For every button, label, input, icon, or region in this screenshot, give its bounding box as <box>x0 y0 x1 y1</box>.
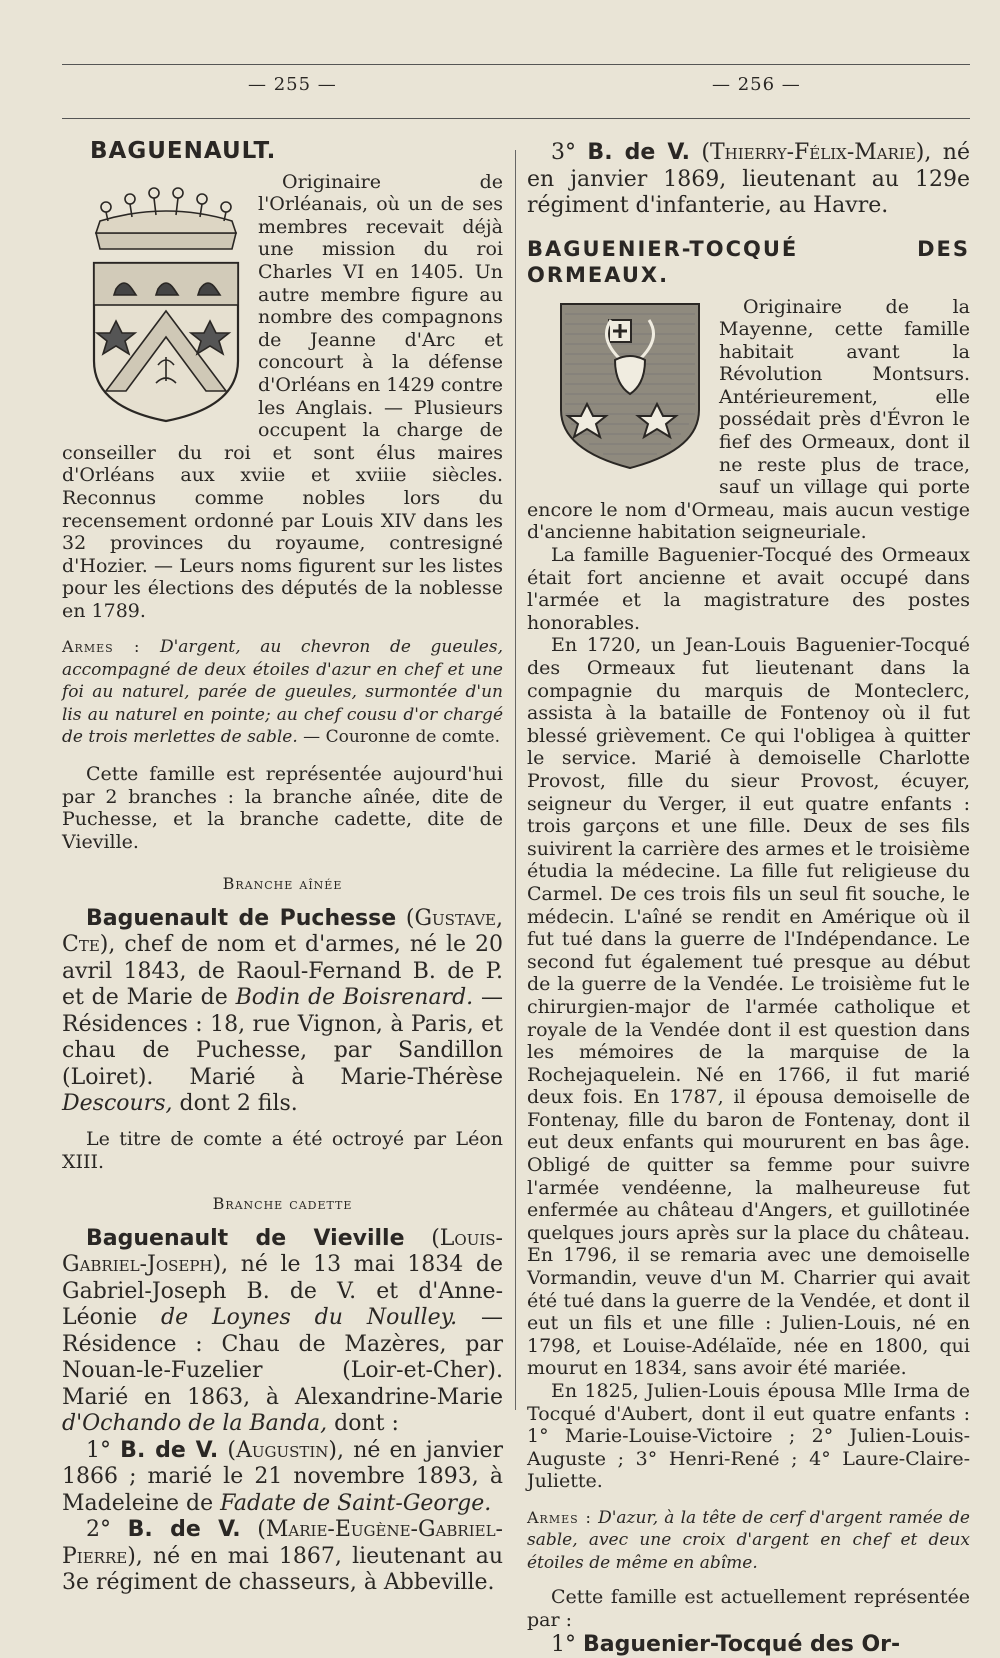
child2-text: né en mai 1867, lieutenant au 3e régiment de chasseurs, à Abbeville. <box>62 1543 503 1596</box>
vieville-text3: dont : <box>334 1411 399 1437</box>
puchesse-text2: — Résidences : 18, rue Vignon, à Paris, et chau de Puchesse, par Sandillon (Loiret). Marié à Marie-Thérèse <box>62 985 503 1090</box>
branch-heading-younger: Branche cadette <box>212 1194 353 1214</box>
left-column <box>62 140 503 1597</box>
puchesse-text3: dont 2 fils. <box>179 1091 298 1117</box>
baguenier-para2: En 1720, un Jean-Louis Baguenier-Tocqué des Ormeaux fut lieutenant dans la compagnie du marquis de Monteclerc, assista à la bataille de Fontenoy où il fut blessé grièvement. Ce qui l'obligea à quitter le service. Marié à demoiselle Charlotte Provost, fille du sieur Provost, écuyer, seigneur du Verger, il eut quatre enfants : trois garçons et une fille. Deux de ses fils suivirent la carrière des armes et le troisième étudia la médecine. La fille fut religieuse du Carmel. De ces trois fils un seul fit souche, le médecin. L'aîné se rendit en Amérique où il fut tué dans la guerre de l'Indépendance. Le second fut également tué presque au début de la guerre de la Vendée. Le troisième fut le chirurgien-major de l'armée catholique et royale de la Vendée dont il est question dans les mémoires de la marquise de la Rochejaquelein. Né en 1766, il fut marié deux fois. En 1787, il épousa demoiselle de Fontenay, fille du baron de Fontenay, dont il eut deux enfants qui moururent en bas âge. Obligé de quitter sa femme pour suivre l'armée vendéenne, la malheureuse fut enfermée au château d'Angers, et guillotinée quelques jours après sur la place du château. En 1796, il se remaria avec une demoiselle Vormandin, veuve d'un M. Charrier qui avait été tué dans la guerre de la Vendée, et dont il eut un fils et une fille : Julien-Louis, né en 1798, et Louise-Adélaïde, née en 1800, qui mourut en 1834, sans avoir été mariée. <box>527 634 970 1380</box>
right-column <box>527 140 970 1658</box>
header-rule <box>62 118 970 119</box>
puchesse-name: Baguenault de Puchesse <box>86 905 397 931</box>
arms-crown: — Couronne de comte. <box>303 727 501 748</box>
last-name: Baguenier-Tocqué des Or- <box>583 1631 901 1657</box>
arms-label-right: Armes : <box>527 1507 592 1527</box>
vieville-text: né le 13 mai 1834 de Gabriel-Joseph B. de V. et d'Anne-Léonie <box>62 1252 503 1331</box>
vieville-mother: de Loynes du Noulley. <box>161 1305 458 1331</box>
arms-blazon-right: D'azur, à la tête de cerf d'argent ramée de sable, avec une croix d'argent en chef et deux étoiles de même en abîme. <box>527 1507 970 1573</box>
entry-vieville <box>62 1226 503 1438</box>
child1-name: B. de V. <box>120 1437 219 1463</box>
branch-heading-elder: Branche aînée <box>222 874 343 894</box>
baguenier-represent: Cette famille est actuellement représentée par : <box>527 1586 970 1632</box>
entry-title-baguenier: BAGUENIER-TOCQUÉ DES ORMEAUX. <box>527 236 970 287</box>
baguenault-intro: Originaire de l'Orléanais, où un de ses membres recevait déjà une mission du roi Charles VI en 1405. Un autre membre figure au nombre des compagnons de Jeanne d'Arc et concourt à la défense d'Orléans en 1429 contre les Anglais. — Plusieurs occupent la charge de conseiller du roi et sont élus maires d'Orléans aux xviie et xviiie siècles. Reconnus comme nobles lors du recensement ordonné par Louis XIV dans les 32 provinces du royaume, contresigné d'Hozier. — Leurs noms figurent sur les listes pour les élections des députés de la noblesse en 1789. <box>62 170 503 622</box>
child-entry-1 <box>62 1438 503 1518</box>
entry-puchesse <box>62 906 503 1118</box>
baguenier-para3: En 1825, Julien-Louis épousa Mlle Irma de Tocqué d'Aubert, dont il eut quatre enfants : 1° Marie-Louise-Victoire ; 2° Julien-Louis-Auguste ; 3° Henri-René ; 4° Laure-Claire-Juliette. <box>527 1380 970 1493</box>
child3-num: 3° <box>551 140 576 165</box>
child3-text: né en janvier 1869, lieutenant au 129e régiment d'infanterie, au Havre. <box>527 140 970 218</box>
child3-name: B. de V. <box>587 140 690 165</box>
child2-name: B. de V. <box>127 1517 241 1543</box>
puchesse-wife: Descours, <box>62 1091 173 1117</box>
puchesse-given: (Gustave, Cte), <box>62 905 503 958</box>
page-number-left: — 255 — <box>248 74 337 95</box>
page-number-right: — 256 — <box>712 74 801 95</box>
vieville-name: Baguenault de Vieville <box>86 1225 405 1251</box>
puchesse-text: chef de nom et d'armes, né le 20 avril 1843, de Raoul-Fernand B. de P. et de Marie de <box>62 932 503 1011</box>
arms-blazon: D'argent, au chevron de gueules, accompagné de deux étoiles d'azur en chef et une foi au naturel, parée de gueules, surmontée d'un lis au naturel en pointe; au chef cousu d'or chargé de trois merlettes de sable. <box>62 637 503 748</box>
vieville-text2: — Résidence : Chau de Mazères, par Nouan-le-Fuzelier (Loir-et-Cher). Marié en 1863, à Alexandrine-Marie <box>62 1305 503 1410</box>
count-title-note: Le titre de comte a été octroyé par Léon XIII. <box>62 1127 503 1173</box>
child-entry-2 <box>62 1517 503 1597</box>
child3-given: (Thierry-Félix-Marie), <box>701 140 932 165</box>
baguenier-last-entry <box>527 1632 970 1658</box>
top-rule <box>62 64 970 65</box>
vieville-wife: d'Ochando de la Banda, <box>62 1411 328 1437</box>
entry-title-baguenault: BAGUENAULT. <box>90 138 277 164</box>
coat-of-arms-baguenier-icon <box>557 300 703 478</box>
baguenault-arms <box>62 636 503 749</box>
vieville-given: (Louis-Gabriel-Joseph), <box>62 1225 503 1278</box>
child1-num: 1° <box>86 1437 111 1463</box>
child1-wife: Fadate de Saint-George. <box>220 1490 492 1516</box>
child2-num: 2° <box>86 1517 111 1543</box>
child1-text: né en janvier 1866 ; marié le 21 novembre 1893, à Madeleine de <box>62 1437 503 1516</box>
baguenier-para1: La famille Baguenier-Tocqué des Ormeaux était fort ancienne et avait occupé dans l'armée et la magistrature des postes honorables. <box>527 544 970 634</box>
puchesse-mother: Bodin de Boisrenard. <box>235 985 474 1011</box>
baguenault-representation: Cette famille est représentée aujourd'hui par 2 branches : la branche aînée, dite de Puchesse, et la branche cadette, dite de Vieville. <box>62 762 503 853</box>
arms-label: Armes : <box>62 637 141 657</box>
child1-given: (Augustin), <box>227 1437 345 1463</box>
child-entry-3 <box>527 140 970 220</box>
coat-of-arms-baguenault-icon <box>86 171 246 429</box>
baguenier-arms <box>527 1507 970 1575</box>
column-divider <box>515 150 516 1410</box>
baguenier-intro: Originaire de la Mayenne, cette famille habitait avant la Révolution Montsurs. Antérieurement, elle possédait près d'Évron le fief des Ormeaux, dont il ne reste plus de trace, sauf un village qui porte encore le nom d'Ormeau, mais aucun vestige d'ancienne habitation seigneuriale. <box>527 295 970 544</box>
child2-given: (Marie-Eugène-Gabriel-Pierre), <box>62 1517 503 1569</box>
last-num: 1° <box>551 1631 576 1657</box>
